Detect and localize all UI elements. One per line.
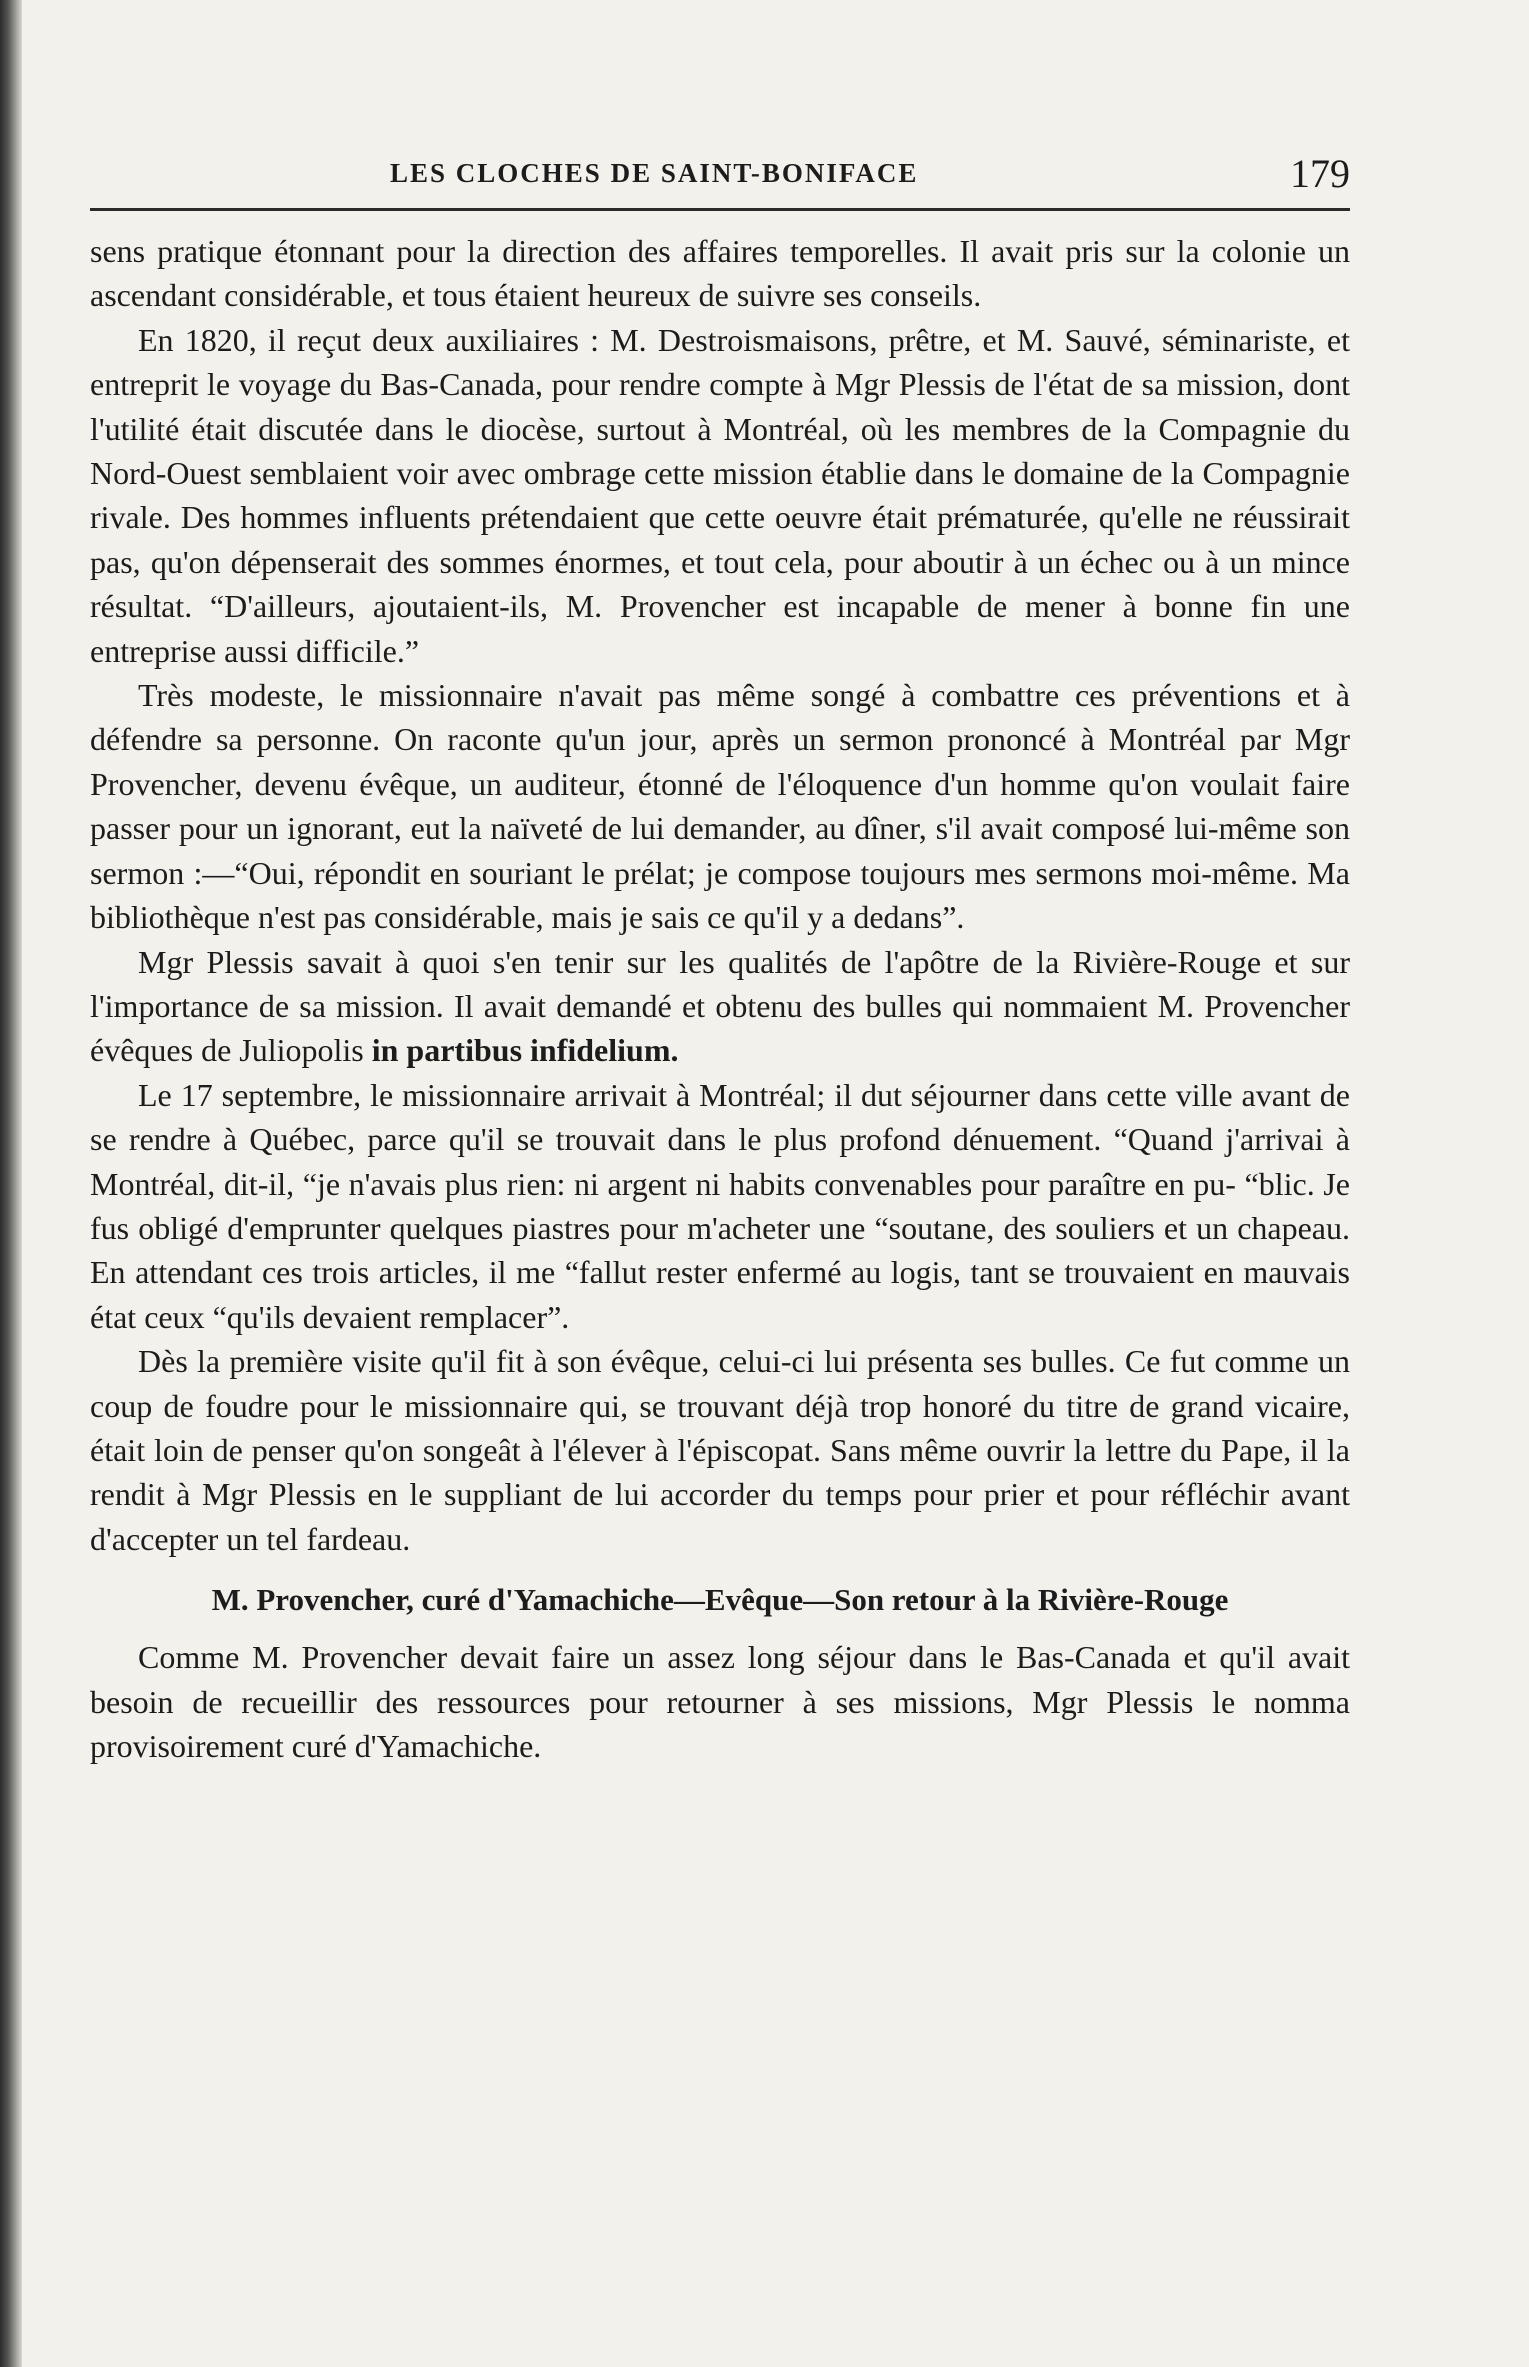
section-heading: M. Provencher, curé d'Yamachiche—Evêque—Son retour à la Rivière-Rouge <box>211 1582 1229 1618</box>
paragraph-7: Comme M. Provencher devait faire un assez long séjour dans le Bas-Canada et qu'il avait besoin de recueillir des ressources pour retourner à ses missions, Mgr Plessis le nomma provisoirement curé d'Yamachiche. <box>90 1639 1350 1764</box>
book-page <box>90 140 1350 1768</box>
paragraph-1: sens pratique étonnant pour la direction des affaires temporelles. Il avait pris sur la colonie un ascendant considérable, et tous étaient heureux de suivre ses conseils. <box>90 233 1350 314</box>
paragraph-4 <box>90 940 1350 1073</box>
latin-phrase: in partibus infidelium. <box>371 1032 679 1069</box>
paragraph-6: Dès la première visite qu'il fit à son évêque, celui-ci lui présenta ses bulles. Ce fut comme un coup de foudre pour le missionnaire qui, se trouvant déjà trop honoré du titre de grand vicaire, était loin de penser qu'on songeât à l'élever à l'épiscopat. Sans même ouvrir la lettre du Pape, il la rendit à Mgr Plessis en le suppliant de lui accorder du temps pour prier et pour réfléchir avant d'accepter un tel fardeau. <box>90 1343 1350 1557</box>
book-binding-edge <box>0 0 22 2367</box>
paragraph-3: Très modeste, le missionnaire n'avait pas même songé à combattre ces préventions et à défendre sa personne. On raconte qu'un jour, après un sermon prononcé à Montréal par Mgr Provencher, devenu évêque, un auditeur, étonné de l'éloquence d'un homme qu'on voulait faire passer pour un ignorant, eut la naïveté de lui demander, au dîner, s'il avait composé lui-même son sermon :—“Oui, répondit en souriant le prélat; je compose toujours mes sermons moi-même. Ma bibliothèque n'est pas considérable, mais je sais ce qu'il y a dedans”. <box>90 677 1350 936</box>
paragraph-5: Le 17 septembre, le missionnaire arrivait à Montréal; il dut séjourner dans cette ville avant de se rendre à Québec, parce qu'il se trouvait dans le plus profond dénuement. “Quand j'arrivai à Montréal, dit-il, “je n'avais plus rien: ni argent ni habits convenables pour paraître en pu- “blic. Je fus obligé d'emprunter quelques piastres pour m'acheter une “soutane, des souliers et un chapeau. En attendant ces trois articles, il me “fallut rester enfermé au logis, tant se trouvaient en mauvais état ceux “qu'ils devaient remplacer”. <box>90 1076 1350 1335</box>
page-number: 179 <box>1290 151 1350 196</box>
running-title: LES CLOCHES DE SAINT-BONIFACE <box>390 158 919 188</box>
paragraph-4-text: Mgr Plessis savait à quoi s'en tenir sur les qualités de l'apôtre de la Rivière-Rouge et sur l'importance de sa mission. Il avait demandé et obtenu des bulles qui nommaient M. Provencher évêques de Juliopolis <box>90 943 1350 1069</box>
paragraph-2: En 1820, il reçut deux auxiliaires : M. Destroismaisons, prêtre, et M. Sauvé, séminariste, et entreprit le voyage du Bas-Canada, pour rendre compte à Mgr Plessis de l'état de sa mission, dont l'utilité était discutée dans le diocèse, surtout à Montréal, où les membres de la Compagnie du Nord-Ouest semblaient voir avec ombrage cette mission établie dans le domaine de la Compagnie rivale. Des hommes influents prétendaient que cette oeuvre était prématurée, qu'elle ne réussirait pas, qu'on dépenserait des sommes énormes, et tout cela, pour aboutir à un échec ou à un mince résultat. “D'ailleurs, ajoutaient-ils, M. Provencher est incapable de mener à bonne fin une entreprise aussi difficile.” <box>90 321 1350 669</box>
header-rule <box>90 208 1350 211</box>
running-header <box>90 140 1350 200</box>
